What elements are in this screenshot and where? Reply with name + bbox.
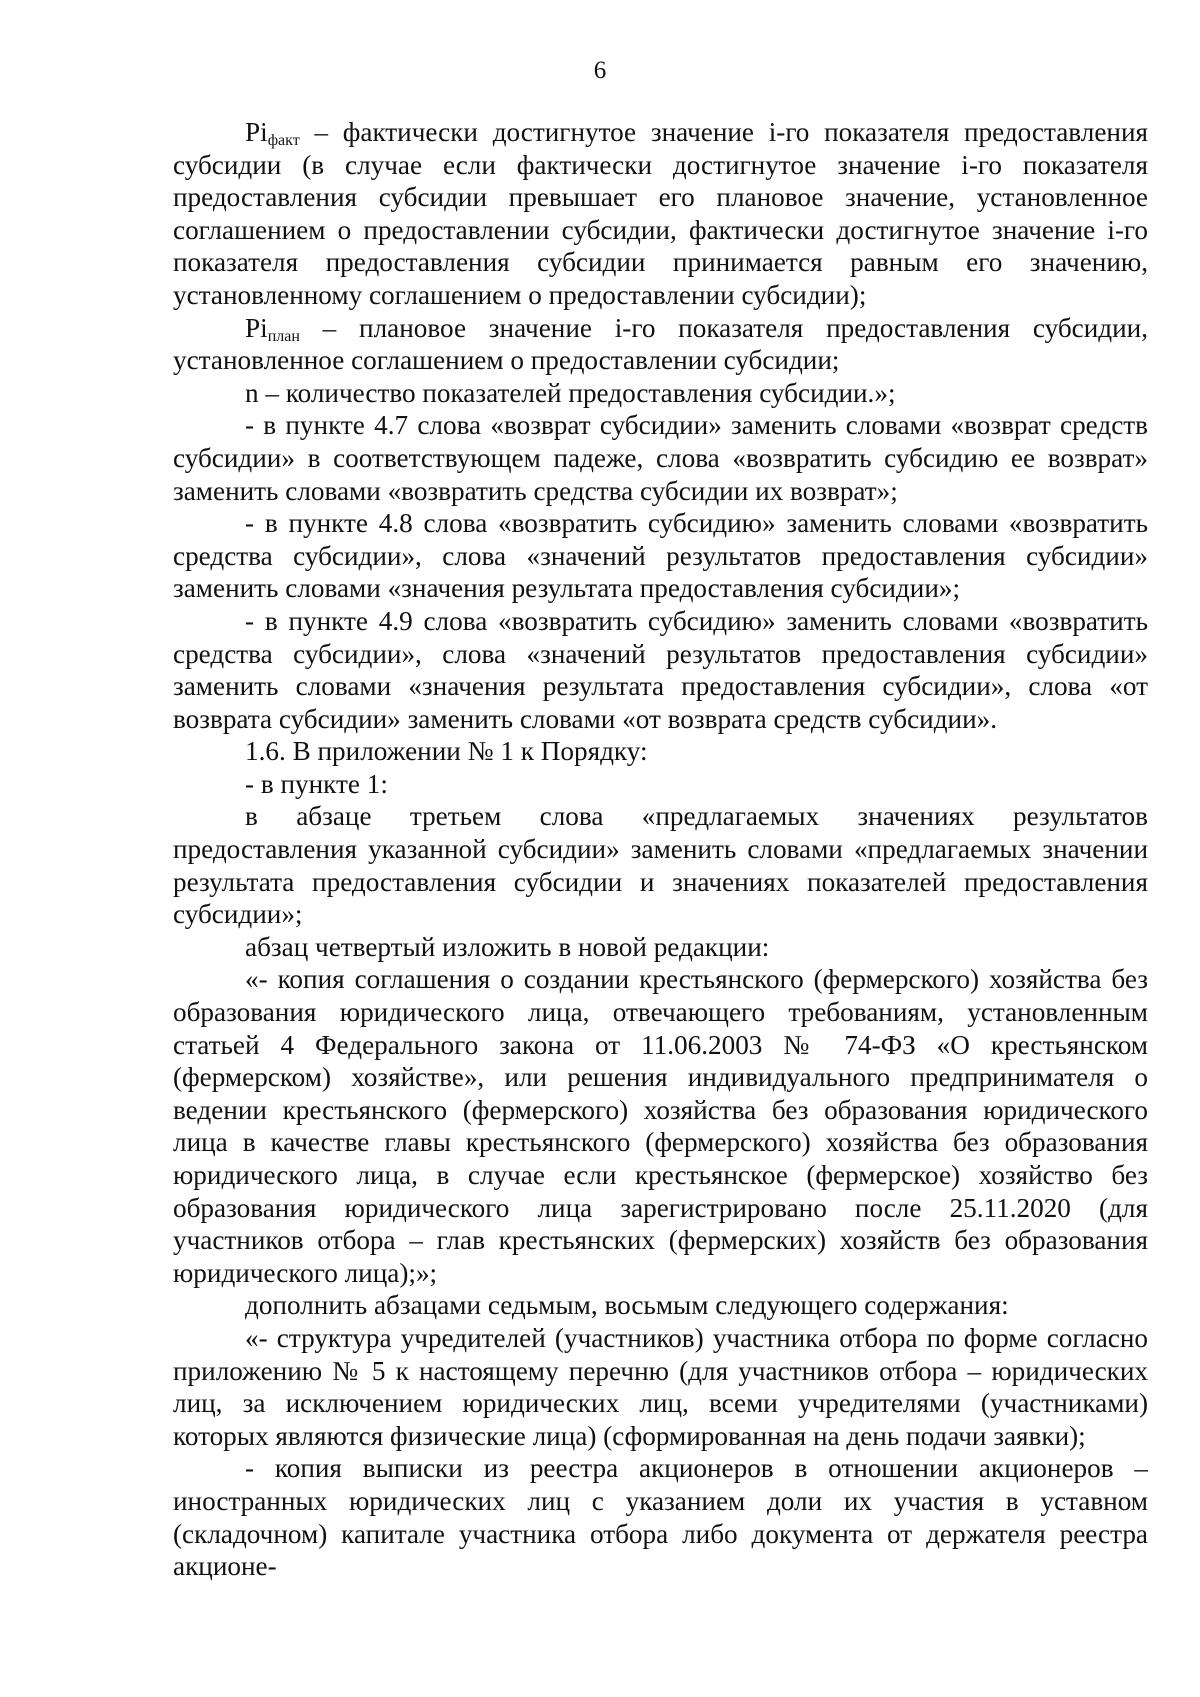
paragraph-item-4-9: - в пункте 4.9 слова «возвратить субсидию» заменить словами «возвратить средства субсидии», слова «значений результатов предоставления субсидии» заменить словами «значения результата предоставления субсидии», слова «от возврата субсидии» заменить словами «от возврата средств субсидии». xyxy=(173,605,1148,734)
paragraph-n-definition: n – количество показателей предоставления субсидии.»; xyxy=(245,377,896,408)
paragraph-agreement-copy: «- копия соглашения о создании крестьянского (фермерского) хозяйства без образования юридического лица, отвечающего требованиям, установленным статьей 4 Федерального закона от 11.06.2003 № 74-ФЗ «О крестьянском (фермерском) хозяйстве», или решения индивидуального предпринимателя о ведении крестьянского (фермерского) хозяйства без образования юридического лица в качестве главы крестьянского (фермерского) хозяйства без образования юридического лица, в случае если крестьянское (фермерское) хозяйство без образования юридического лица зарегистрировано после 25.11.2020 (для участников отбора – глав крестьянских (фермерских) хозяйств без образования юридического лица);»; xyxy=(173,964,1148,1288)
pi-fact-definition: – фактически достигнутое значение i-го показателя предоставления субсидии (в случае если фактически достигнутое значение i-го показателя предоставления субсидии превышает его плановое значение, установленное соглашением о предоставлении субсидии, фактически достигнутое значение i-го показателя предоставления субсидии принимается равным его значению, установленному соглашением о предоставлении субсидии); xyxy=(173,117,1148,310)
pi-fact-symbol: Pi xyxy=(245,117,268,147)
paragraph-section-1-6: 1.6. В приложении № 1 к Порядку: xyxy=(245,736,648,767)
paragraph-founders-structure: «- структура учредителей (участников) участника отбора по форме согласно приложению № 5 к настоящему перечню (для участников отбора – юридических лиц, за исключением юридических лиц, всеми учредителями (участниками) которых являются физические лица) (сформированная на день подачи заявки); xyxy=(173,1322,1148,1451)
pi-fact-subscript: факт xyxy=(267,132,300,149)
paragraph-item-4-8: - в пункте 4.8 слова «возвратить субсидию» заменить словами «возвратить средства субсидии», слова «значений результатов предоставления субсидии» заменить словами «значения результата предоставления субсидии»; xyxy=(173,508,1148,604)
paragraph-pi-fact xyxy=(173,116,1148,312)
paragraph-third-abzac: в абзаце третьем слова «предлагаемых значениях результатов предоставления указанной субсидии» заменить словами «предлагаемых значении результата предоставления субсидии и значениях показателей предоставления субсидии»; xyxy=(173,801,1148,930)
pi-plan-symbol: Pi xyxy=(245,312,268,343)
page-number: 6 xyxy=(593,57,607,84)
paragraph-pi-plan xyxy=(173,312,1148,377)
document-body xyxy=(173,116,1148,1583)
pi-plan-subscript: план xyxy=(267,327,300,345)
paragraph-point-1: - в пункте 1: xyxy=(245,768,388,799)
paragraph-shareholders-register: - копия выписки из реестра акционеров в отношении акционеров – иностранных юридических лиц с указанием доли их участия в уставном (складочном) капитале участника отбора либо документа от держателя реестра акционе- xyxy=(173,1453,1148,1582)
paragraph-add-abzacs: дополнить абзацами седьмым, восьмым следующего содержания: xyxy=(245,1290,1009,1321)
paragraph-fourth-abzac-intro: абзац четвертый изложить в новой редакции: xyxy=(245,931,770,962)
paragraph-item-4-7: - в пункте 4.7 слова «возврат субсидии» заменить словами «возврат средств субсидии» в соответствующем падеже, слова «возвратить субсидию ее возврат» заменить словами «возвратить средства субсидии их возврат»; xyxy=(173,410,1148,506)
pi-plan-definition: – плановое значение i-го показателя предоставления субсидии, установленное соглашением о предоставлении субсидии; xyxy=(173,312,1148,376)
